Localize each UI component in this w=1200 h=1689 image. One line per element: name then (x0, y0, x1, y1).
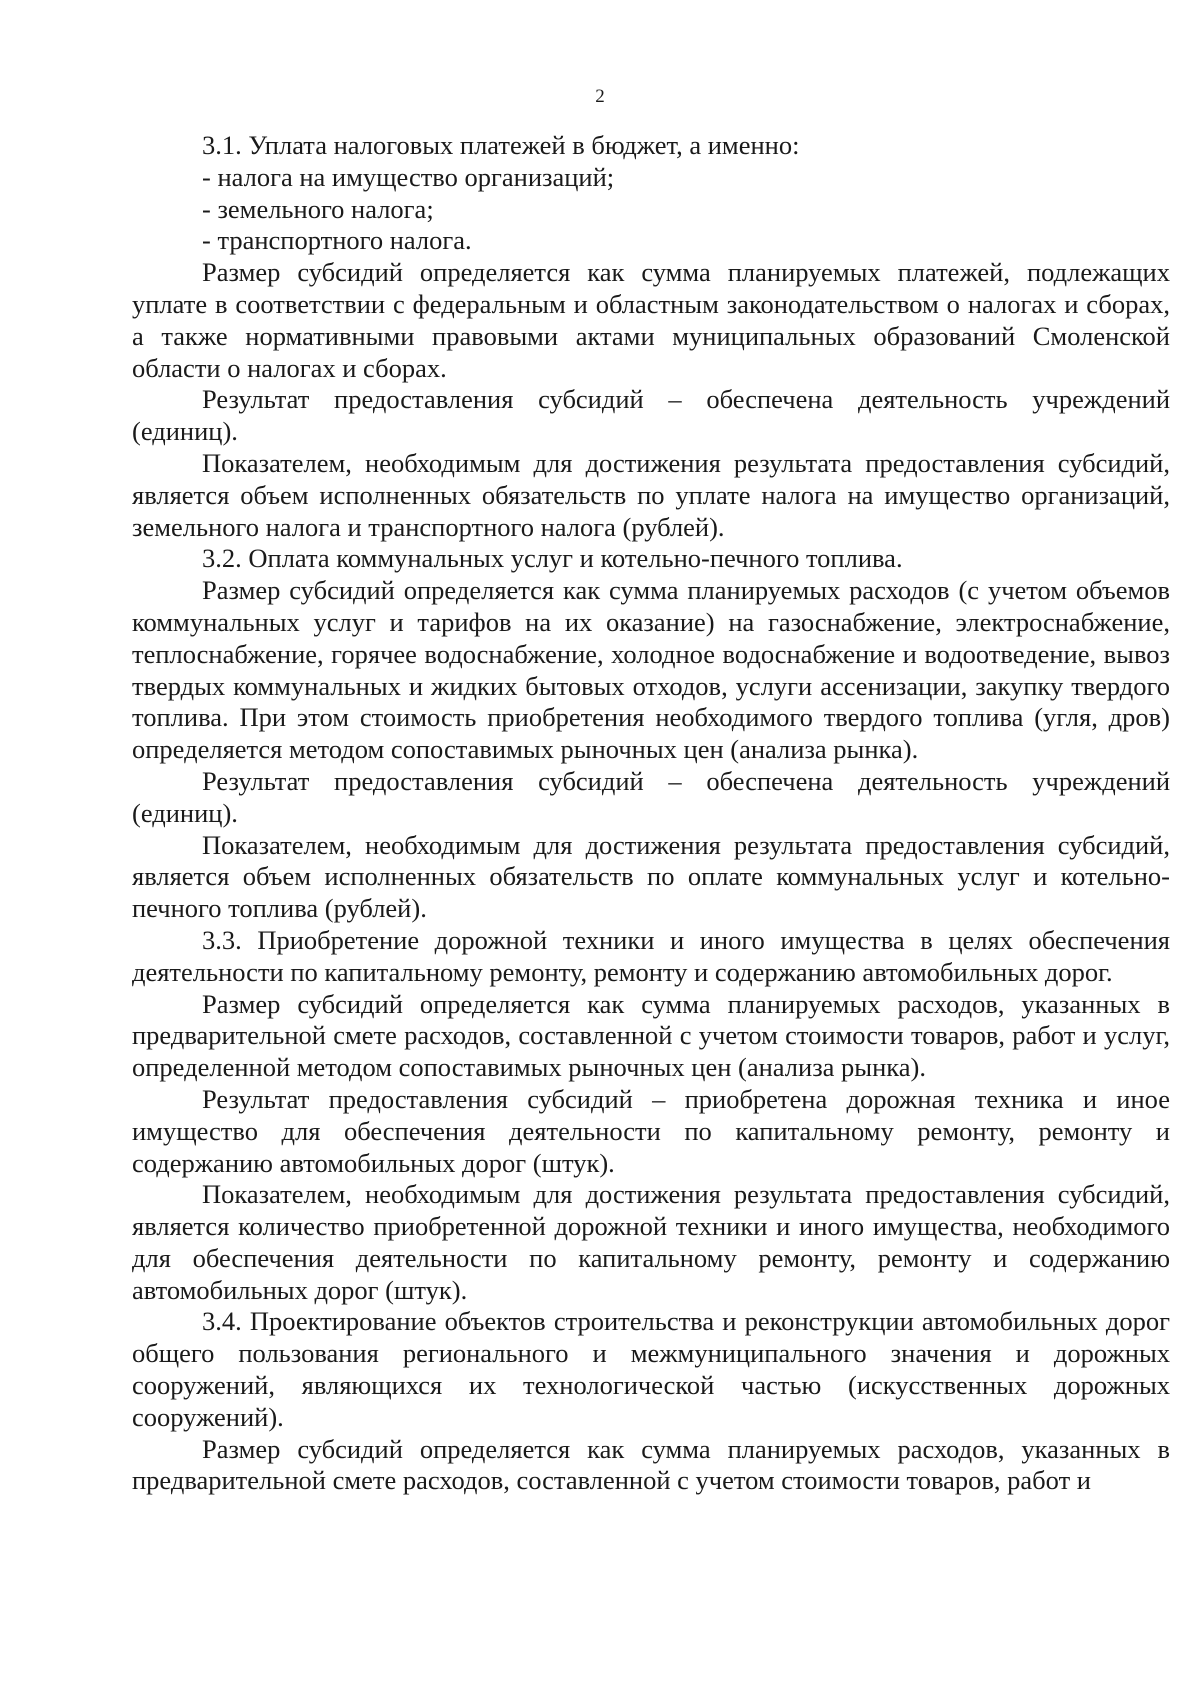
paragraph-3-3-indicator: Показателем, необходимым для достижения результата предоставления субсидий, является количество приобретенной дорожной техники и иного имущества, необходимого для обеспечения деятельности по капитальному ремонту, ремонту и содержанию автомобильных дорог (штук). (132, 1179, 1170, 1305)
paragraph-3-3-size: Размер субсидий определяется как сумма планируемых расходов, указанных в предварительной смете расходов, составленной с учетом стоимости товаров, работ и услуг, определенной методом сопоставимых рыночных цен (анализа рынка). (132, 988, 1170, 1083)
paragraph-3-4-size: Размер субсидий определяется как сумма планируемых расходов, указанных в предварительной смете расходов, составленной с учетом стоимости товаров, работ и (132, 1433, 1170, 1496)
paragraph-3-1-size: Размер субсидий определяется как сумма планируемых платежей, подлежащих уплате в соответствии с федеральным и областным законодательством о налогах и сборах, а также нормативными правовыми актами муниципальных образований Смоленской области о налогах и сборах. (132, 257, 1170, 383)
page-number: 2 (595, 86, 605, 107)
paragraph-3-2-size: Размер субсидий определяется как сумма планируемых расходов (с учетом объемов коммунальных услуг и тарифов на их оказание) на газоснабжение, электроснабжение, теплоснабжение, горячее водоснабжение, холодное водоснабжение и водоотведение, вывоз твердых коммунальных и жидких бытовых отходов, услуги ассенизации, закупку твердого топлива. При этом стоимость приобретения необходимого твердого топлива (угля, дров) определяется методом сопоставимых рыночных цен (анализа рынка). (132, 575, 1170, 765)
paragraph-3-2-result: Результат предоставления субсидий – обеспечена деятельность учреждений (единиц). (132, 765, 1170, 828)
paragraph-3-1-indicator: Показателем, необходимым для достижения результата предоставления субсидий, является объем исполненных обязательств по уплате налога на имущество организаций, земельного налога и транспортного налога (рублей). (132, 447, 1170, 542)
paragraph-3-2-indicator: Показателем, необходимым для достижения результата предоставления субсидий, является объем исполненных обязательств по оплате коммунальных услуг и котельно-печного топлива (рублей). (132, 829, 1170, 924)
paragraph-3-3-result: Результат предоставления субсидий – приобретена дорожная техника и иное имущество для обеспечения деятельности по капитальному ремонту, ремонту и содержанию автомобильных дорог (штук). (132, 1083, 1170, 1178)
document-body (132, 130, 1170, 1497)
section-3-2-heading: 3.2. Оплата коммунальных услуг и котельно-печного топлива. (202, 543, 903, 574)
list-item-land-tax: - земельного налога; (202, 193, 434, 224)
section-3-3-heading: 3.3. Приобретение дорожной техники и иного имущества в целях обеспечения деятельности по капитальному ремонту, ремонту и содержанию автомобильных дорог. (132, 924, 1170, 987)
list-item-property-tax: - налога на имущество организаций; (202, 161, 615, 192)
section-3-4-heading: 3.4. Проектирование объектов строительства и реконструкции автомобильных дорог общего пользования регионального и межмуниципального значения и дорожных сооружений, являющихся их технологической частью (искусственных дорожных сооружений). (132, 1306, 1170, 1432)
section-3-1-heading: 3.1. Уплата налоговых платежей в бюджет, а именно: (202, 130, 800, 160)
paragraph-3-1-result: Результат предоставления субсидий – обеспечена деятельность учреждений (единиц). (132, 384, 1170, 447)
list-item-transport-tax: - транспортного налога. (202, 225, 472, 256)
